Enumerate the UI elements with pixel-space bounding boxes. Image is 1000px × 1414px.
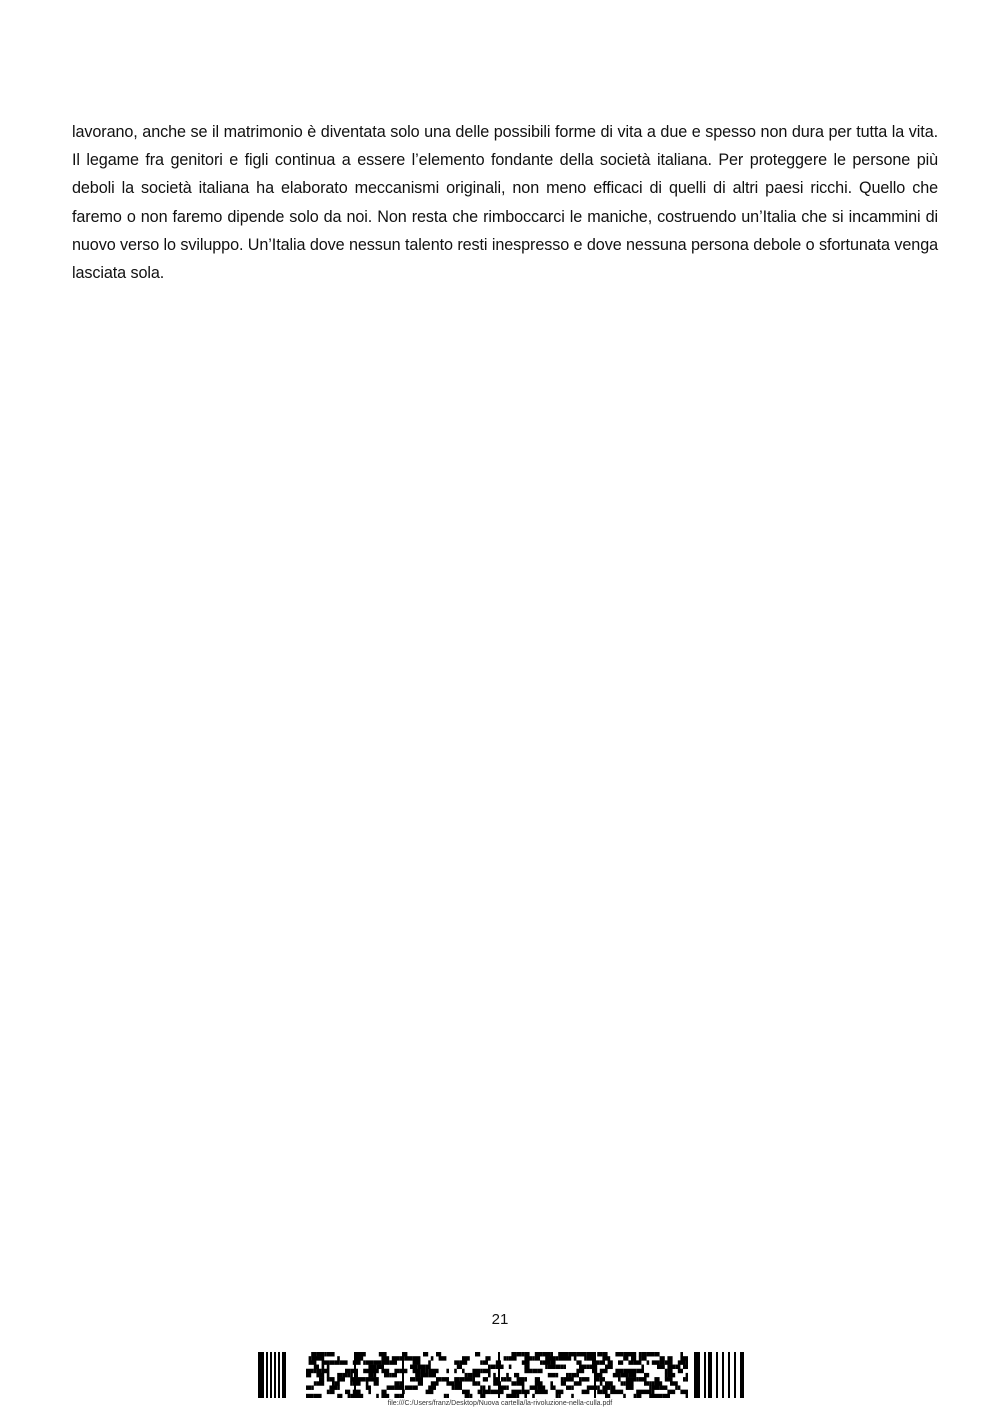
file-path-label: file:///C:/Users/franz/Desktop/Nuova cartella/la-rivoluzione-nella-culla.pdf <box>387 1400 613 1407</box>
barcode-icon <box>258 1352 744 1398</box>
body-paragraph: lavorano, anche se il matrimonio è diventata solo una delle possibili forme di vita a due e spesso non dura per tutta la vita. Il legame fra genitori e figli continua a essere l’elemento fondante della società italiana. Per proteggere le persone più deboli la società italiana ha elaborato meccanismi originali, non meno efficaci di quelli di altri paesi ricchi. Quello che faremo o non faremo dipende solo da noi. Non resta che rimboccarci le maniche, costruendo un’Italia che si incammini di nuovo verso lo sviluppo. Un’Italia dove nessun talento resti inespresso e dove nessuna persona debole o sfortunata venga lasciata sola. <box>72 123 938 283</box>
page-number: 21 <box>491 1311 509 1328</box>
